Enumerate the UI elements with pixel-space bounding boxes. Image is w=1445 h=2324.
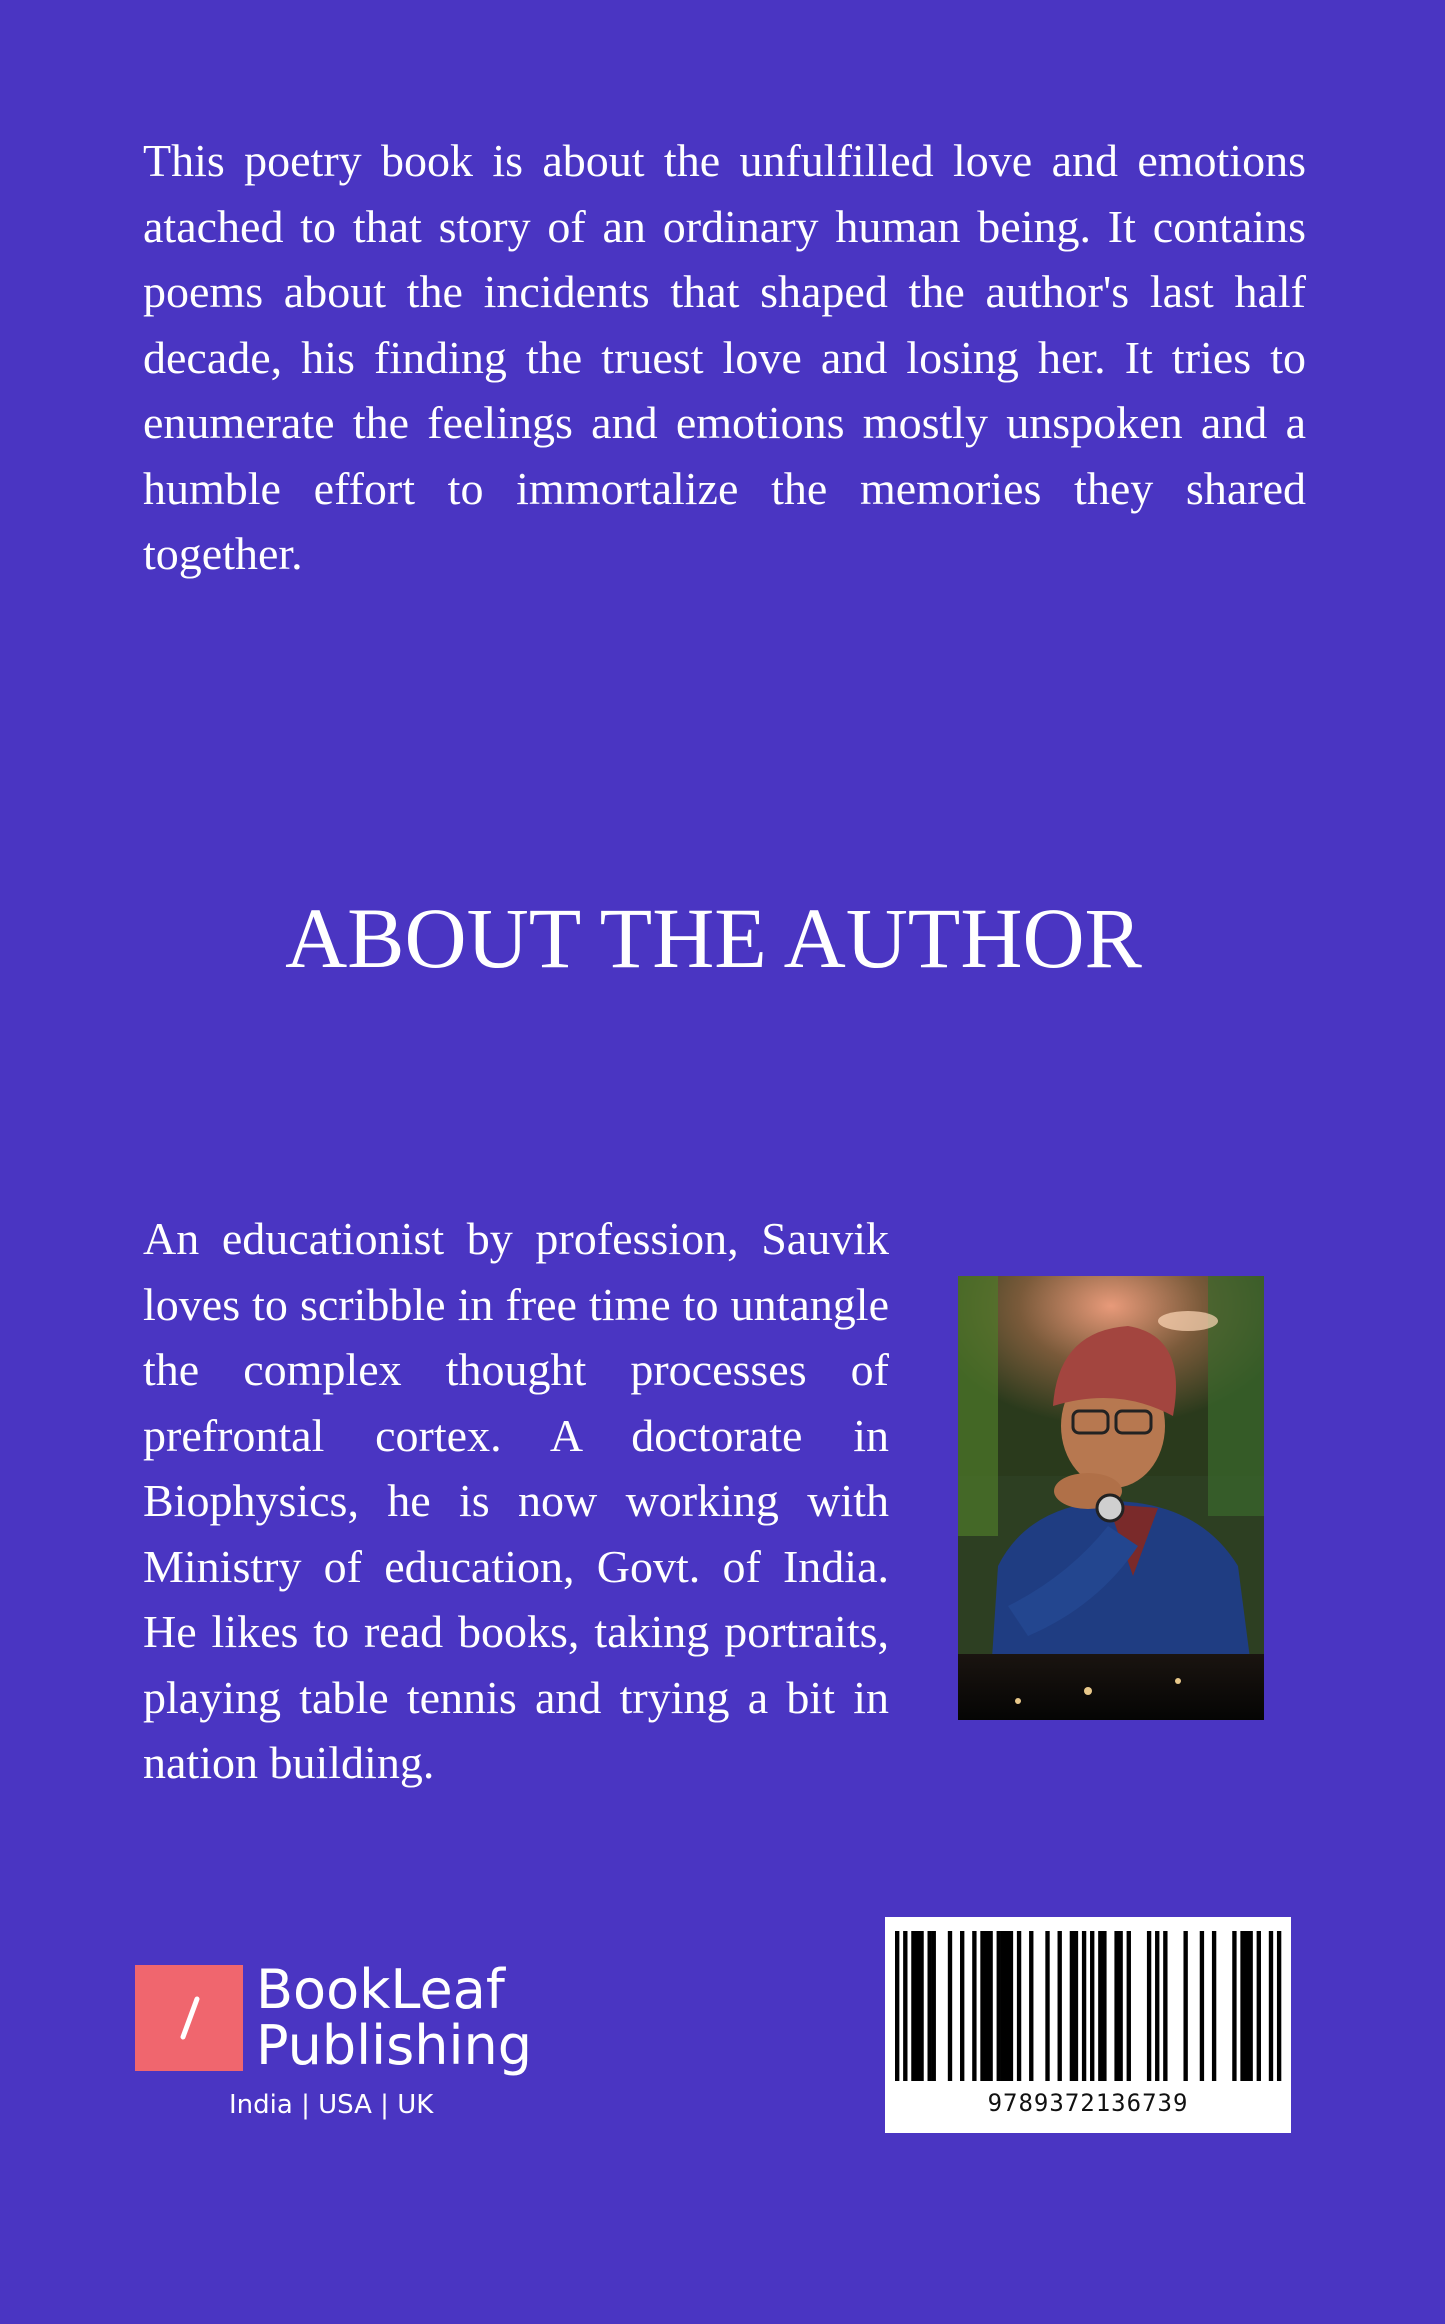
barcode-bar (1114, 1931, 1118, 2081)
author-bio: An educationist by profession, Sauvik loves to scribble in free time to untangle the complex thought processes of prefrontal cortex. A doctorate in Biophysics, he is now working with Ministry of education, Govt. of India. He likes to read books, taking portraits, playing table tennis and trying a bit in nation building. (143, 1213, 889, 1788)
barcode-bar (997, 1931, 1001, 2081)
barcode-bar (1127, 1931, 1131, 2081)
book-blurb: This poetry book is about the unfulfilled love and emotions atached to that story of an ordinary human being. It contains poems about the incidents that shaped the author's last half decade, his finding the truest love and losing her. It tries to enumerate the feelings and emotions mostly unspoken and a humble effort to immortalize the memories they shared together. (143, 135, 1306, 579)
barcode-bar (1045, 1931, 1049, 2081)
barcode-bar (1029, 1931, 1033, 2081)
barcode-bar (1155, 1931, 1159, 2081)
publisher-regions: India | USA | UK (229, 2090, 434, 2120)
barcode-bar (1232, 1931, 1236, 2081)
barcode-bar (1070, 1931, 1074, 2081)
about-author-heading (0, 888, 1445, 988)
author-photo-illustration (958, 1276, 1264, 1720)
barcode-bar (1090, 1931, 1094, 2081)
barcode-bar (919, 1931, 923, 2081)
barcode-bar (1244, 1931, 1248, 2081)
barcode-bar (980, 1931, 984, 2081)
publisher-logo (135, 1958, 535, 2132)
about-author-heading-text: ABOUT THE AUTHOR (285, 890, 1142, 986)
barcode-bar (1005, 1931, 1009, 2081)
publisher-name-line2: Publishing (256, 2014, 532, 2077)
barcode-bar (1058, 1931, 1062, 2081)
author-photo (958, 1276, 1264, 1720)
barcode-bar (984, 1931, 988, 2081)
barcode-bar (903, 1931, 907, 2081)
barcode-bar (895, 1931, 899, 2081)
barcode-bar (1212, 1931, 1216, 2081)
barcode-bar (988, 1931, 992, 2081)
barcode-bar (1001, 1931, 1005, 2081)
barcode-bar (1098, 1931, 1102, 2081)
barcode-bar (1240, 1931, 1244, 2081)
barcode-bar (948, 1931, 952, 2081)
barcode-bar (1257, 1931, 1261, 2081)
barcode-bar (1102, 1931, 1106, 2081)
isbn-number: 9789372136739 (987, 2089, 1189, 2117)
barcode-bar (1163, 1931, 1167, 2081)
publisher-name (256, 1958, 532, 2077)
barcode-bar (1248, 1931, 1252, 2081)
isbn-barcode (885, 1917, 1291, 2133)
barcode-bars (885, 1917, 1291, 2087)
barcode-bar (1017, 1931, 1021, 2081)
publisher-slash-icon (135, 1965, 243, 2071)
barcode-bar (932, 1931, 936, 2081)
barcode-bar (1147, 1931, 1151, 2081)
barcode-bar (915, 1931, 919, 2081)
barcode-bar (911, 1931, 915, 2081)
barcode-bar (1277, 1931, 1281, 2081)
barcode-bar (1200, 1931, 1204, 2081)
barcode-bar (928, 1931, 932, 2081)
publisher-name-line1: BookLeaf (256, 1958, 505, 2021)
barcode-bar (972, 1931, 976, 2081)
barcode-bar (1118, 1931, 1122, 2081)
barcode-bar (1269, 1931, 1273, 2081)
barcode-bar (1082, 1931, 1086, 2081)
barcode-bar (1009, 1931, 1013, 2081)
barcode-bar (1074, 1931, 1078, 2081)
barcode-bar (960, 1931, 964, 2081)
barcode-bar (1183, 1931, 1187, 2081)
